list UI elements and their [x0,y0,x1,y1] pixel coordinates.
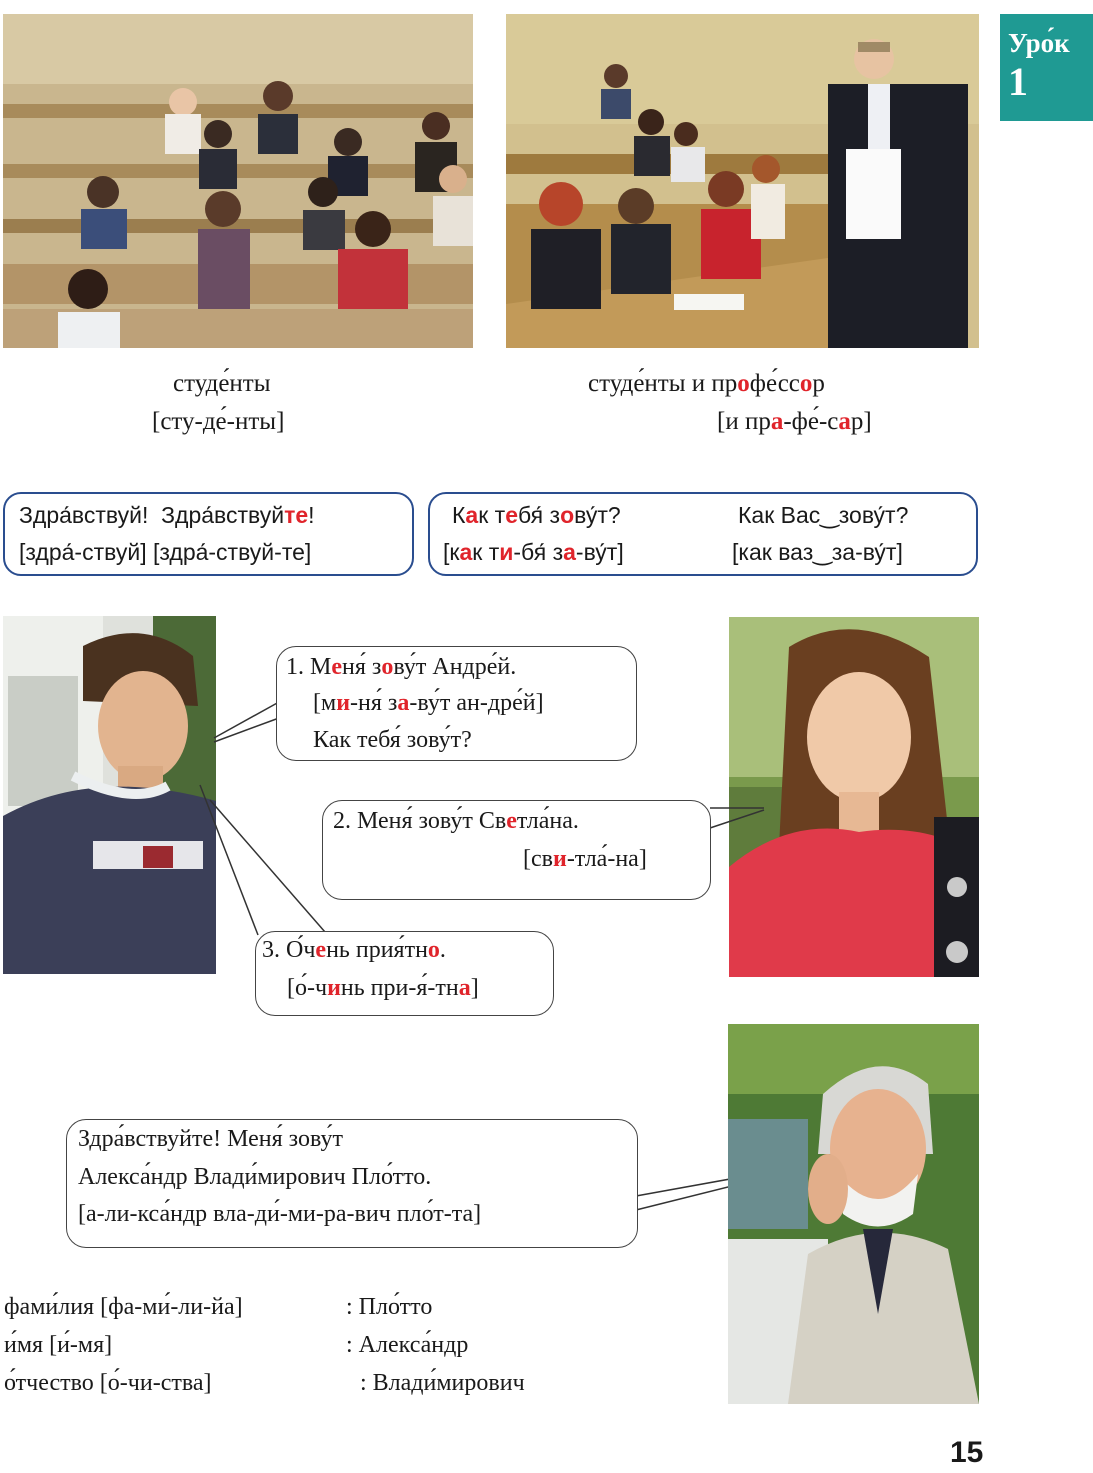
stress-highlight: е [315,937,327,963]
text-segment: 1. М [286,654,332,680]
text-segment: 2. Меня́ зову́т Св [333,808,507,834]
dialog-1-line-3: Как тебя́ зову́т? [313,727,472,753]
text-segment: -фе́-с [783,408,839,435]
greeting-hello-formal [161,502,314,528]
lesson-tab [1000,14,1093,121]
text-segment: ня́ з [342,654,382,680]
greeting-transcription: [здра́-ствуй] [здра́-ствуй-те] [19,539,312,565]
intro-line-2: Алекса́ндр Влади́мирович Пло́тто. [78,1164,432,1190]
stress-highlight: а [459,539,473,565]
lesson-number: 1 [1008,59,1028,104]
text-segment: -ня́ з [350,690,398,716]
dialog-2-line-1 [333,808,579,835]
text-segment: тла́на. [516,808,579,834]
stress-highlight: и [336,690,351,716]
text-segment: -ву́т] [575,539,624,565]
text-segment: [к [443,539,460,565]
text-segment: -бя́ з [513,539,564,565]
intro-line-1: Здра́вствуйте! Меня́ зову́т [78,1126,344,1152]
photo-plotto [728,1024,979,1404]
text-segment: 3. О́ч [262,937,316,963]
question-informal [452,502,621,529]
text-segment: нь прия́тн [326,937,428,963]
text-segment: нь при-я́-тн [340,975,459,1001]
first-name-value: : Алекса́ндр [346,1332,469,1358]
dialog-3-line-2 [287,975,479,1002]
stress-highlight: е [506,808,517,834]
greeting-hello-informal: Здра́вствуй! [19,502,149,528]
caption-students-transcription: [сту-де́-нты] [152,408,285,435]
text-segment: ! [308,502,315,528]
lesson-label: Уро́к [1008,28,1070,58]
text-segment: [св [523,846,553,872]
caption-professor-transcription [717,404,872,440]
stress-highlight: е [331,654,342,680]
stress-highlight: и [552,846,567,872]
stress-highlight: а [465,502,479,528]
page-number: 15 [950,1436,984,1469]
text-segment: -тла́-на] [566,846,647,872]
patronymic-value: : Влади́мирович [360,1370,525,1396]
stress-highlight: о [799,370,813,397]
question-formal: Как Вас‿зову́т? [738,502,909,528]
text-segment: р [812,370,825,397]
text-segment: бя́ з [518,502,561,528]
surname-value: : Пло́тто [346,1294,433,1320]
stress-highlight: а [458,975,471,1001]
stress-highlight: а [397,690,410,716]
stress-highlight: и [499,539,514,565]
text-segment: к т [478,502,506,528]
text-segment: [и пр [717,408,771,435]
dialog-1-line-2 [313,690,544,717]
text-segment: студе́нты и пр [588,370,738,397]
text-segment: к т [472,539,500,565]
photo-students-professor [506,14,979,348]
stress-highlight: о [737,370,750,397]
stress-highlight: о [427,937,440,963]
stress-highlight: о [560,502,575,528]
greeting-hello-line [19,502,315,529]
intro-line-3: [а-ли-кса́ндр вла-ди́-ми-ра-вич пло́т-та] [78,1201,482,1227]
photo-andrei [3,616,216,974]
photo-students [3,14,473,348]
text-segment: фе́сс [749,370,800,397]
caption-students: студе́нты [173,370,271,397]
stress-highlight: о [381,654,394,680]
text-segment: р] [850,408,872,435]
surname-label: фами́лия [фа-ми́-ли-йа] [4,1294,243,1320]
dialog-1-line-1 [286,654,516,681]
stress-highlight: а [770,408,784,435]
patronymic-label: о́тчество [о́-чи-ства] [4,1370,212,1396]
text-segment: К [452,502,466,528]
stress-highlight: е [505,502,518,528]
photo-svetlana [729,617,979,977]
text-segment: [о́-ч [287,975,328,1001]
stress-highlight: и [327,975,341,1001]
caption-students-professor [588,366,825,402]
text-segment: . [439,937,446,963]
text-segment: [м [313,690,337,716]
first-name-label: и́мя [и́-мя] [4,1332,113,1358]
text-segment: ву́т Андре́й. [393,654,517,680]
text-segment: ву́т? [574,502,621,528]
text-segment: -ву́т ан-дре́й] [409,690,544,716]
stress-highlight: а [838,408,851,435]
dialog-2-line-2 [523,846,647,873]
text-segment: Здра́вствуй [161,502,285,528]
text-segment: ] [470,975,479,1001]
question-informal-transcription [443,539,624,566]
dialog-3-line-1 [262,937,446,964]
stress-highlight: а [563,539,576,565]
ending-highlight: те [284,502,309,528]
question-formal-transcription: [как ваз‿за-ву́т] [732,539,903,565]
